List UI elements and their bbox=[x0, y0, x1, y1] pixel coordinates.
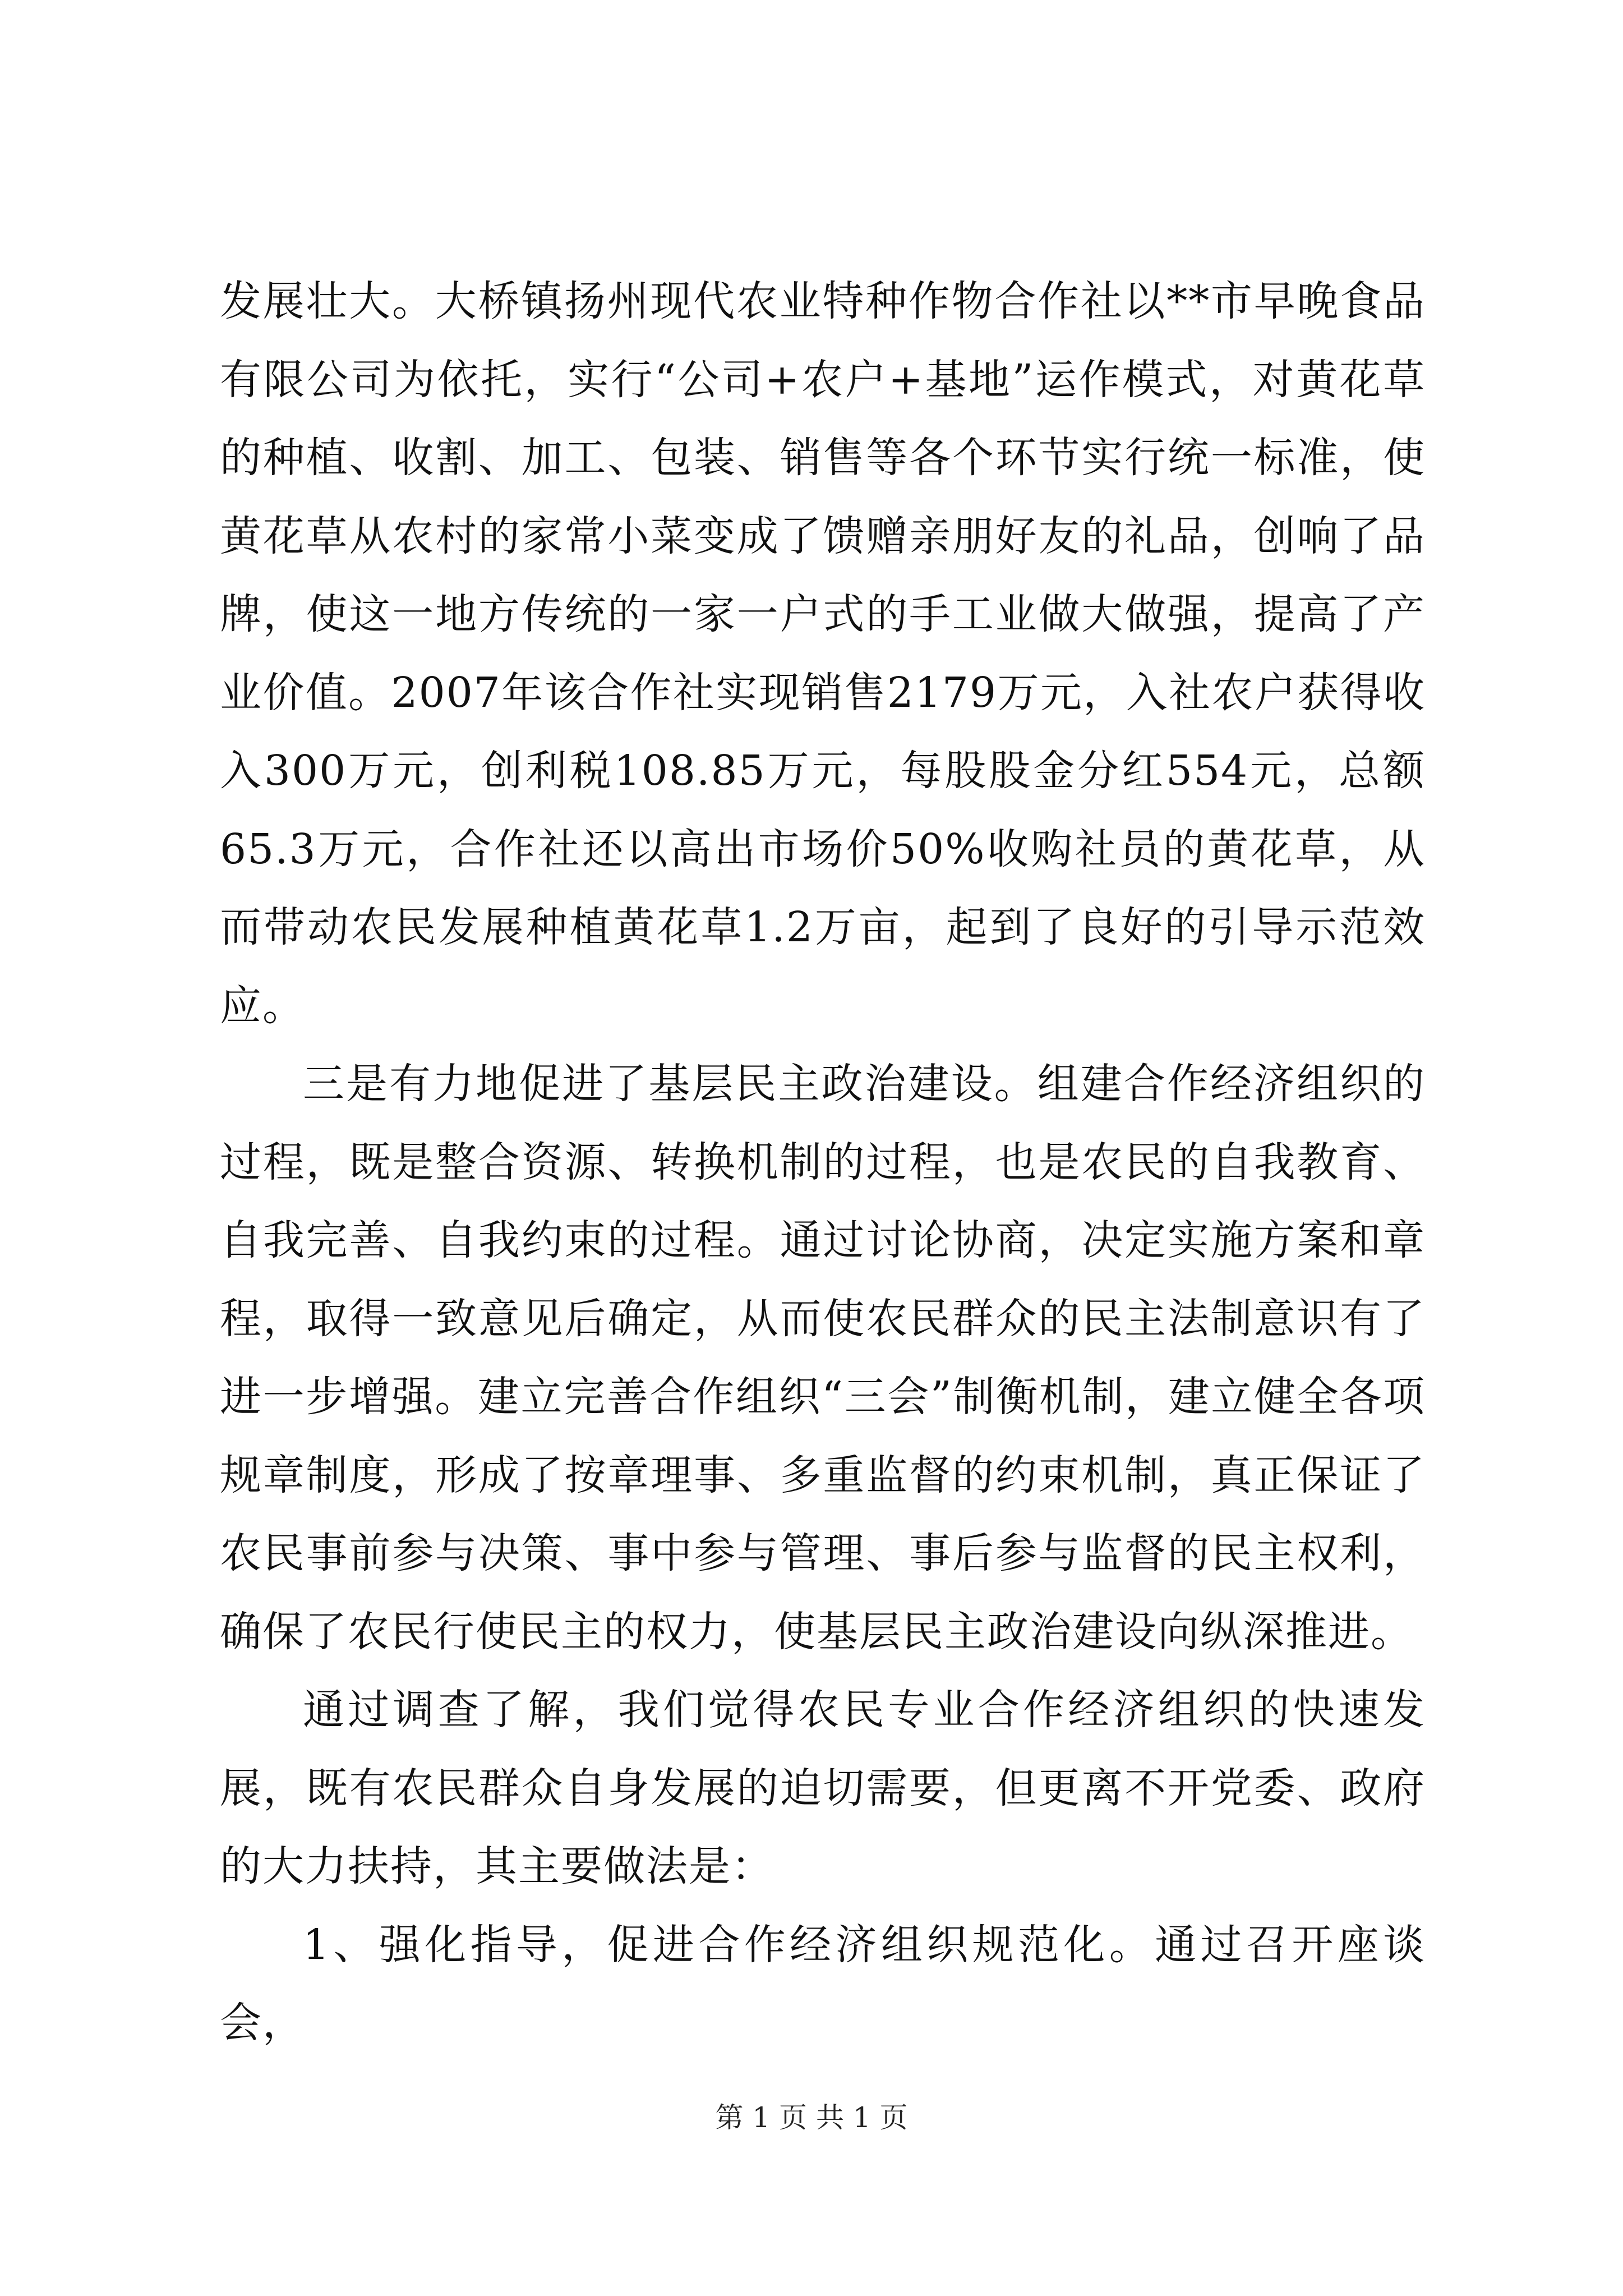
paragraph-3: 通过调查了解，我们觉得农民专业合作经济组织的快速发展，既有农民群众自身发展的迫切需要，但更离不开党委、政府的大力扶持，其主要做法是： bbox=[220, 1686, 1426, 1890]
document-body bbox=[220, 263, 1426, 2063]
page-number-label: 第 1 页 共 1 页 bbox=[715, 2101, 908, 2134]
paragraph-4: 1、强化指导，促进合作经济组织规范化。通过召开座谈会， bbox=[220, 1920, 1426, 2047]
paragraph-2: 三是有力地促进了基层民主政治建设。组建合作经济组织的过程，既是整合资源、转换机制的过程，也是农民的自我教育、自我完善、自我约束的过程。通过讨论协商，决定实施方案和章程，取得一致意见后确定，从而使农民群众的民主法制意识有了进一步增强。建立完善合作组织“三会”制衡机制，建立健全各项规章制度，形成了按章理事、多重监督的约束机制，真正保证了农民事前参与决策、事中参与管理、事后参与监督的民主权利，确保了农民行使民主的权力，使基层民主政治建设向纵深推进。 bbox=[220, 1060, 1426, 1656]
page-footer bbox=[0, 2101, 1623, 2134]
paragraph-1: 发展壮大。大桥镇扬州现代农业特种作物合作社以**市早晚食品有限公司为依托，实行“公司+农户+基地”运作模式，对黄花草的种植、收割、加工、包装、销售等各个环节实行统一标准，使黄花草从农村的家常小菜变成了馈赠亲朋好友的礼品，创响了品牌，使这一地方传统的一家一户式的手工业做大做强，提高了产业价值。2007年该合作社实现销售2179万元，入社农户获得收入300万元，创利税108.85万元，每股股金分红554元，总额65.3万元，合作社还以高出市场价50%收购社员的黄花草，从而带动农民发展种植黄花草1.2万亩，起到了良好的引导示范效应。 bbox=[220, 277, 1426, 1030]
